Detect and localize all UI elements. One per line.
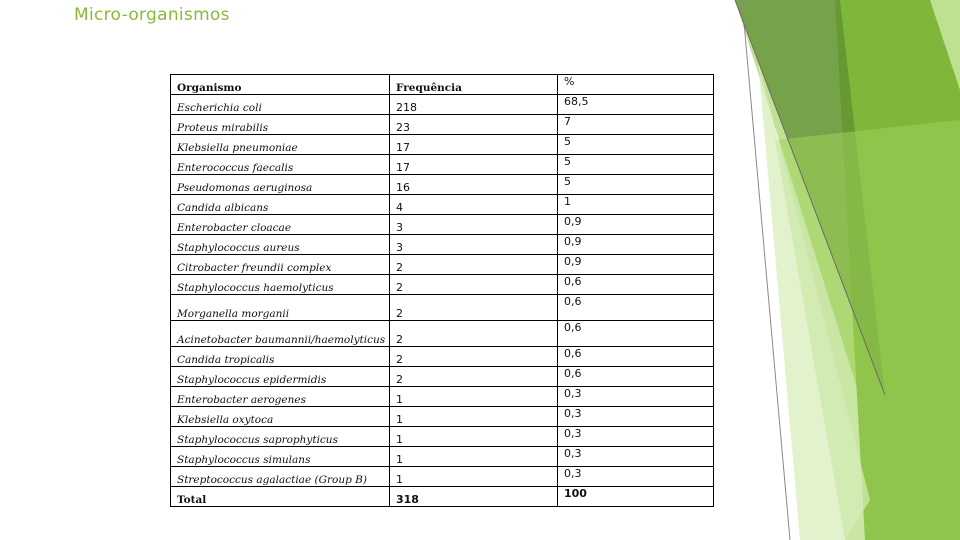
microorganism-table	[170, 74, 714, 507]
cell-percent: 0,3	[558, 407, 714, 427]
cell-frequency: 1	[390, 407, 558, 427]
cell-organism: Pseudomonas aeruginosa	[171, 175, 390, 195]
header-organism: Organismo	[171, 75, 390, 95]
cell-percent: 0,6	[558, 295, 714, 321]
cell-frequency: 2	[390, 347, 558, 367]
cell-organism: Candida tropicalis	[171, 347, 390, 367]
total-frequency: 318	[390, 487, 558, 507]
header-frequency: Frequência	[390, 75, 558, 95]
table-row	[171, 95, 714, 115]
cell-organism: Enterobacter aerogenes	[171, 387, 390, 407]
table-row	[171, 321, 714, 347]
cell-organism: Enterococcus faecalis	[171, 155, 390, 175]
total-label: Total	[171, 487, 390, 507]
cell-organism: Klebsiella oxytoca	[171, 407, 390, 427]
cell-frequency: 2	[390, 255, 558, 275]
cell-organism: Acinetobacter baumannii/haemolyticus	[171, 321, 390, 347]
cell-frequency: 2	[390, 321, 558, 347]
cell-percent: 7	[558, 115, 714, 135]
cell-frequency: 2	[390, 275, 558, 295]
cell-organism: Staphylococcus saprophyticus	[171, 427, 390, 447]
cell-percent: 0,3	[558, 467, 714, 487]
table-row	[171, 235, 714, 255]
cell-organism: Staphylococcus simulans	[171, 447, 390, 467]
cell-organism: Staphylococcus aureus	[171, 235, 390, 255]
cell-percent: 0,9	[558, 215, 714, 235]
cell-frequency: 17	[390, 155, 558, 175]
cell-frequency: 1	[390, 447, 558, 467]
cell-frequency: 3	[390, 235, 558, 255]
table-row	[171, 275, 714, 295]
cell-percent: 0,6	[558, 367, 714, 387]
cell-organism: Proteus mirabilis	[171, 115, 390, 135]
table-row	[171, 367, 714, 387]
table-row	[171, 255, 714, 275]
cell-percent: 1	[558, 195, 714, 215]
cell-percent: 0,3	[558, 387, 714, 407]
cell-percent: 0,6	[558, 275, 714, 295]
table-row	[171, 115, 714, 135]
table-total-row	[171, 487, 714, 507]
cell-frequency: 1	[390, 467, 558, 487]
table-row	[171, 135, 714, 155]
cell-frequency: 3	[390, 215, 558, 235]
cell-organism: Escherichia coli	[171, 95, 390, 115]
cell-frequency: 4	[390, 195, 558, 215]
table-row	[171, 347, 714, 367]
cell-organism: Klebsiella pneumoniae	[171, 135, 390, 155]
table-row	[171, 427, 714, 447]
table-row	[171, 295, 714, 321]
table-row	[171, 407, 714, 427]
cell-organism: Citrobacter freundii complex	[171, 255, 390, 275]
slide-title: Micro-organismos	[74, 5, 230, 25]
cell-percent: 0,9	[558, 255, 714, 275]
cell-organism: Staphylococcus epidermidis	[171, 367, 390, 387]
cell-percent: 0,6	[558, 347, 714, 367]
cell-organism: Morganella morganii	[171, 295, 390, 321]
table-row	[171, 195, 714, 215]
table-row	[171, 467, 714, 487]
cell-percent: 5	[558, 155, 714, 175]
header-percent: %	[558, 75, 714, 95]
cell-organism: Staphylococcus haemolyticus	[171, 275, 390, 295]
cell-percent: 5	[558, 175, 714, 195]
cell-frequency: 1	[390, 387, 558, 407]
table-row	[171, 155, 714, 175]
table-row	[171, 387, 714, 407]
table-row	[171, 215, 714, 235]
table-row	[171, 447, 714, 467]
cell-organism: Enterobacter cloacae	[171, 215, 390, 235]
cell-frequency: 1	[390, 427, 558, 447]
cell-frequency: 2	[390, 295, 558, 321]
cell-organism: Candida albicans	[171, 195, 390, 215]
table-header-row	[171, 75, 714, 95]
cell-percent: 0,3	[558, 447, 714, 467]
cell-percent: 68,5	[558, 95, 714, 115]
cell-percent: 0,9	[558, 235, 714, 255]
cell-frequency: 2	[390, 367, 558, 387]
cell-frequency: 17	[390, 135, 558, 155]
table-row	[171, 175, 714, 195]
cell-percent: 5	[558, 135, 714, 155]
cell-frequency: 218	[390, 95, 558, 115]
cell-organism: Streptococcus agalactiae (Group B)	[171, 467, 390, 487]
total-percent: 100	[558, 487, 714, 507]
cell-percent: 0,3	[558, 427, 714, 447]
cell-percent: 0,6	[558, 321, 714, 347]
cell-frequency: 16	[390, 175, 558, 195]
cell-frequency: 23	[390, 115, 558, 135]
